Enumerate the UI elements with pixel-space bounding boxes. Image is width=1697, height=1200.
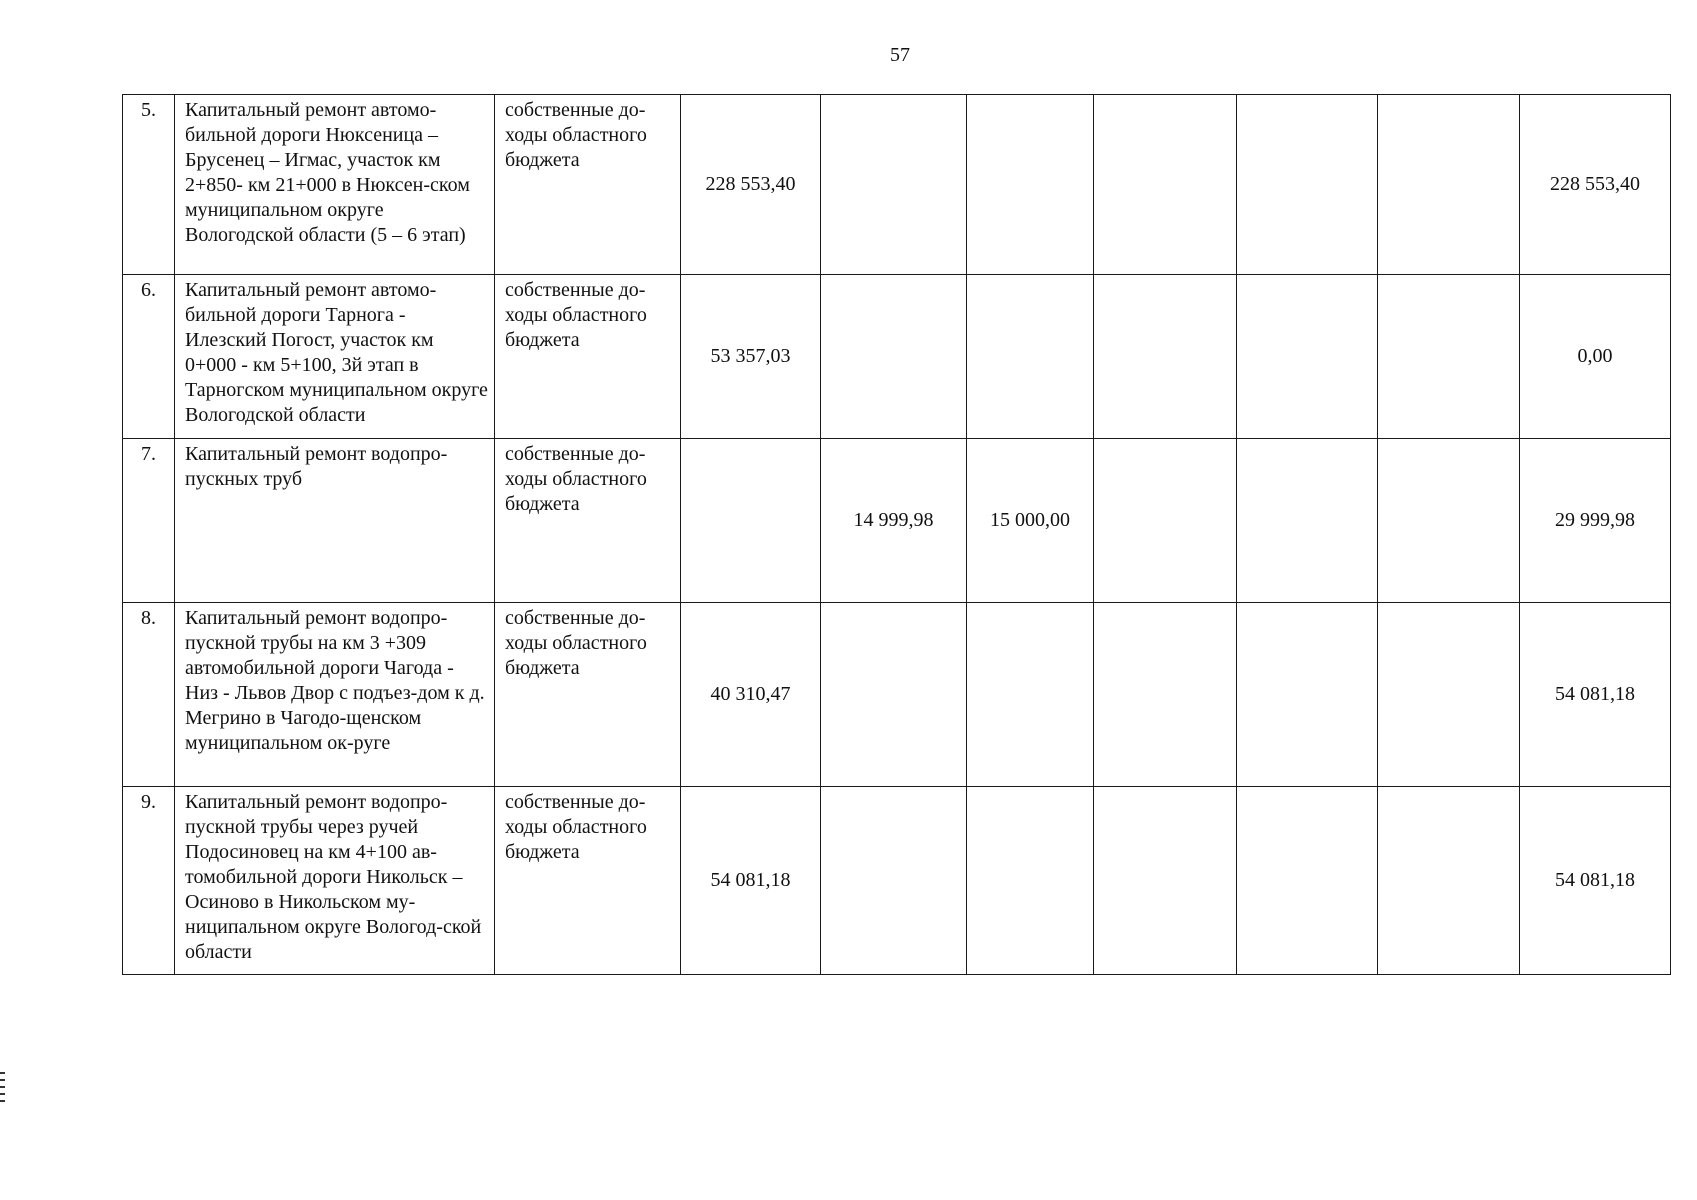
budget-table <box>122 94 1671 975</box>
total-value: 54 081,18 <box>1520 787 1671 975</box>
value-col-5 <box>1237 275 1378 439</box>
value-col-6 <box>1378 787 1520 975</box>
work-name: Капитальный ремонт водопро-пускной трубы через ручей Подосиновец на км 4+100 ав-томобильной дороги Никольск – Осиново в Никольском му-ниципальном округе Вологод-ской области <box>175 787 495 975</box>
table-row <box>123 275 1671 439</box>
value-col-2: 14 999,98 <box>821 439 967 603</box>
work-name: Капитальный ремонт автомо-бильной дороги Нюксеница – Брусенец – Игмас, участок км 2+850- км 21+000 в Нюксен-ском муниципальном округе Вологодской области (5 – 6 этап) <box>175 95 495 275</box>
value-col-1: 53 357,03 <box>681 275 821 439</box>
funding-source: собственные до-ходы областного бюджета <box>495 603 681 787</box>
row-number: 5. <box>123 95 175 275</box>
total-value: 29 999,98 <box>1520 439 1671 603</box>
value-col-3: 15 000,00 <box>967 439 1094 603</box>
value-col-1: 228 553,40 <box>681 95 821 275</box>
value-col-5 <box>1237 787 1378 975</box>
value-col-4 <box>1094 439 1237 603</box>
value-col-3 <box>967 603 1094 787</box>
value-col-2 <box>821 603 967 787</box>
value-col-6 <box>1378 275 1520 439</box>
value-col-3 <box>967 275 1094 439</box>
value-col-1: 54 081,18 <box>681 787 821 975</box>
table-row <box>123 787 1671 975</box>
funding-source: собственные до-ходы областного бюджета <box>495 439 681 603</box>
work-name: Капитальный ремонт водопро-пускной трубы на км 3 +309 автомобильной дороги Чагода - Низ - Львов Двор с подъез-дом к д. Мегрино в Чагодо-щенском муниципальном ок-руге <box>175 603 495 787</box>
funding-source: собственные до-ходы областного бюджета <box>495 95 681 275</box>
value-col-5 <box>1237 603 1378 787</box>
value-col-2 <box>821 95 967 275</box>
value-col-1 <box>681 439 821 603</box>
page-number: 57 <box>890 44 910 66</box>
work-name: Капитальный ремонт водопро-пускных труб <box>175 439 495 603</box>
value-col-2 <box>821 275 967 439</box>
value-col-5 <box>1237 95 1378 275</box>
total-value: 228 553,40 <box>1520 95 1671 275</box>
value-col-4 <box>1094 275 1237 439</box>
row-number: 9. <box>123 787 175 975</box>
total-value: 0,00 <box>1520 275 1671 439</box>
value-col-6 <box>1378 95 1520 275</box>
value-col-5 <box>1237 439 1378 603</box>
value-col-1: 40 310,47 <box>681 603 821 787</box>
row-number: 6. <box>123 275 175 439</box>
value-col-3 <box>967 787 1094 975</box>
table-row <box>123 439 1671 603</box>
row-number: 7. <box>123 439 175 603</box>
scan-margin-mark <box>0 1072 5 1102</box>
value-col-4 <box>1094 787 1237 975</box>
value-col-3 <box>967 95 1094 275</box>
work-name: Капитальный ремонт автомо-бильной дороги Тарнога - Илезский Погост, участок км 0+000 - км 5+100, 3й этап в Тарногском муниципальном округе Вологодской области <box>175 275 495 439</box>
table-row <box>123 603 1671 787</box>
value-col-2 <box>821 787 967 975</box>
value-col-6 <box>1378 603 1520 787</box>
table-row <box>123 95 1671 275</box>
row-number: 8. <box>123 603 175 787</box>
funding-source: собственные до-ходы областного бюджета <box>495 787 681 975</box>
value-col-4 <box>1094 603 1237 787</box>
value-col-4 <box>1094 95 1237 275</box>
funding-source: собственные до-ходы областного бюджета <box>495 275 681 439</box>
value-col-6 <box>1378 439 1520 603</box>
total-value: 54 081,18 <box>1520 603 1671 787</box>
